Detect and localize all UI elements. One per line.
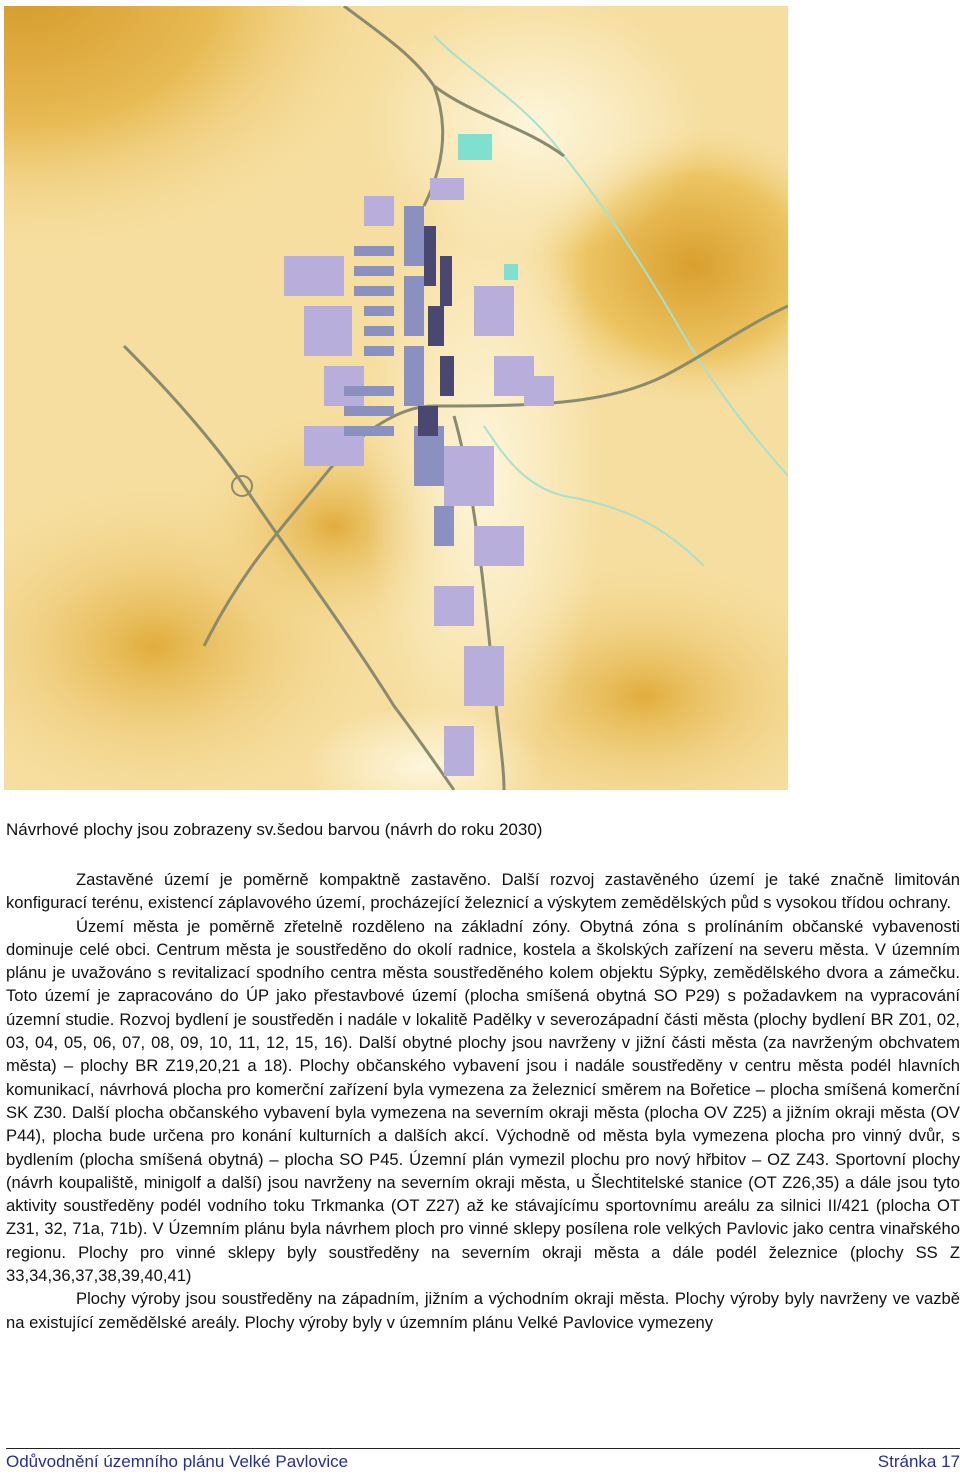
footer-document-title: Odůvodnění územního plánu Velké Pavlovice [6,1452,349,1471]
figure-caption: Návrhové plochy jsou zobrazeny sv.šedou barvou (návrh do roku 2030) [6,820,543,839]
paragraph: Zastavěné území je poměrně kompaktně zastavěno. Další rozvoj zastavěného území je také značně limitován konfigurací terénu, existencí záplavového území, procházející železnicí a výskytem zemědělských půd s vysokou třídou ochrany. [6,870,960,913]
body-text [6,868,960,1334]
town-plan-map [4,6,788,790]
footer-page-number: Stránka 17 [877,1452,960,1471]
paragraph: Území města je poměrně zřetelně rozděleno na základní zóny. Obytná zóna s prolínáním občanské vybavenosti dominuje celé obci. Centrum města je soustředěno do okolí radnice, kostela a školských zařízení na severu města. V územním plánu je uvažováno s revitalizací spodního centra města soustředěného kolem objektu Sýpky, zemědělského dvora a zámečku. Toto území je zapracováno do ÚP jako přestavbové území (plocha smíšená obytná SO P29) s požadavkem na vypracování územní studie. Rozvoj bydlení je soustředěn i nadále v lokalitě Padělky v severozápadní části města (plochy bydlení BR Z01, 02, 03, 04, 05, 06, 07, 08, 09, 10, 11, 12, 15, 16). Další obytné plochy jsou navrženy v jižní části města (za navrženým obchvatem města) – plochy BR Z19,20,21 a 18). Plochy občanského vybavení jsou i nadále soustředěny v centru města podél hlavních komunikací, návrhová plocha pro komerční zařízení byla vymezena za železnicí směrem na Bořetice – plocha smíšená komerční SK Z30. Další plocha občanského vybavení byla vymezena na severním okraji města (plocha OV Z25) a jižním okraji města (OV P44), plocha bude určena pro konání kulturních a dalších akcí. Východně od města byla vymezena plocha pro vinný dvůr, s bydlením (plocha smíšená obytná) – plocha SO P45. Územní plán vymezil plochu pro nový hřbitov – OZ Z43. Sportovní plochy (návrh koupaliště, minigolf a další) jsou navrženy na severním okraji města, u Šlechtitelské stanice (OT Z26,35) a dále jsou tyto aktivity soustředěny podél vodního toku Trkmanka (OT Z27) až ke stávajícímu sportovnímu areálu za silnici II/421 (plocha OT Z31, 32, 71a, 71b). V Územním plánu byla návrhem ploch pro vinné sklepy posílena role velkých Pavlovic jako centra vinařského regionu. Plochy pro vinné sklepy byly soustředěny na severním okraji města a dále podél železnice (plochy SS Z 33,34,36,37,38,39,40,41) [6,916,960,1286]
terrain [4,6,788,790]
page-footer [6,1448,960,1475]
paragraph: Plochy výroby jsou soustředěny na západním, jižním a východním okraji města. Plochy výroby byly navrženy ve vazbě na existující zemědělské areály. Plochy výroby byly v územním plánu Velké Pavlovice vymezeny [6,1289,960,1332]
